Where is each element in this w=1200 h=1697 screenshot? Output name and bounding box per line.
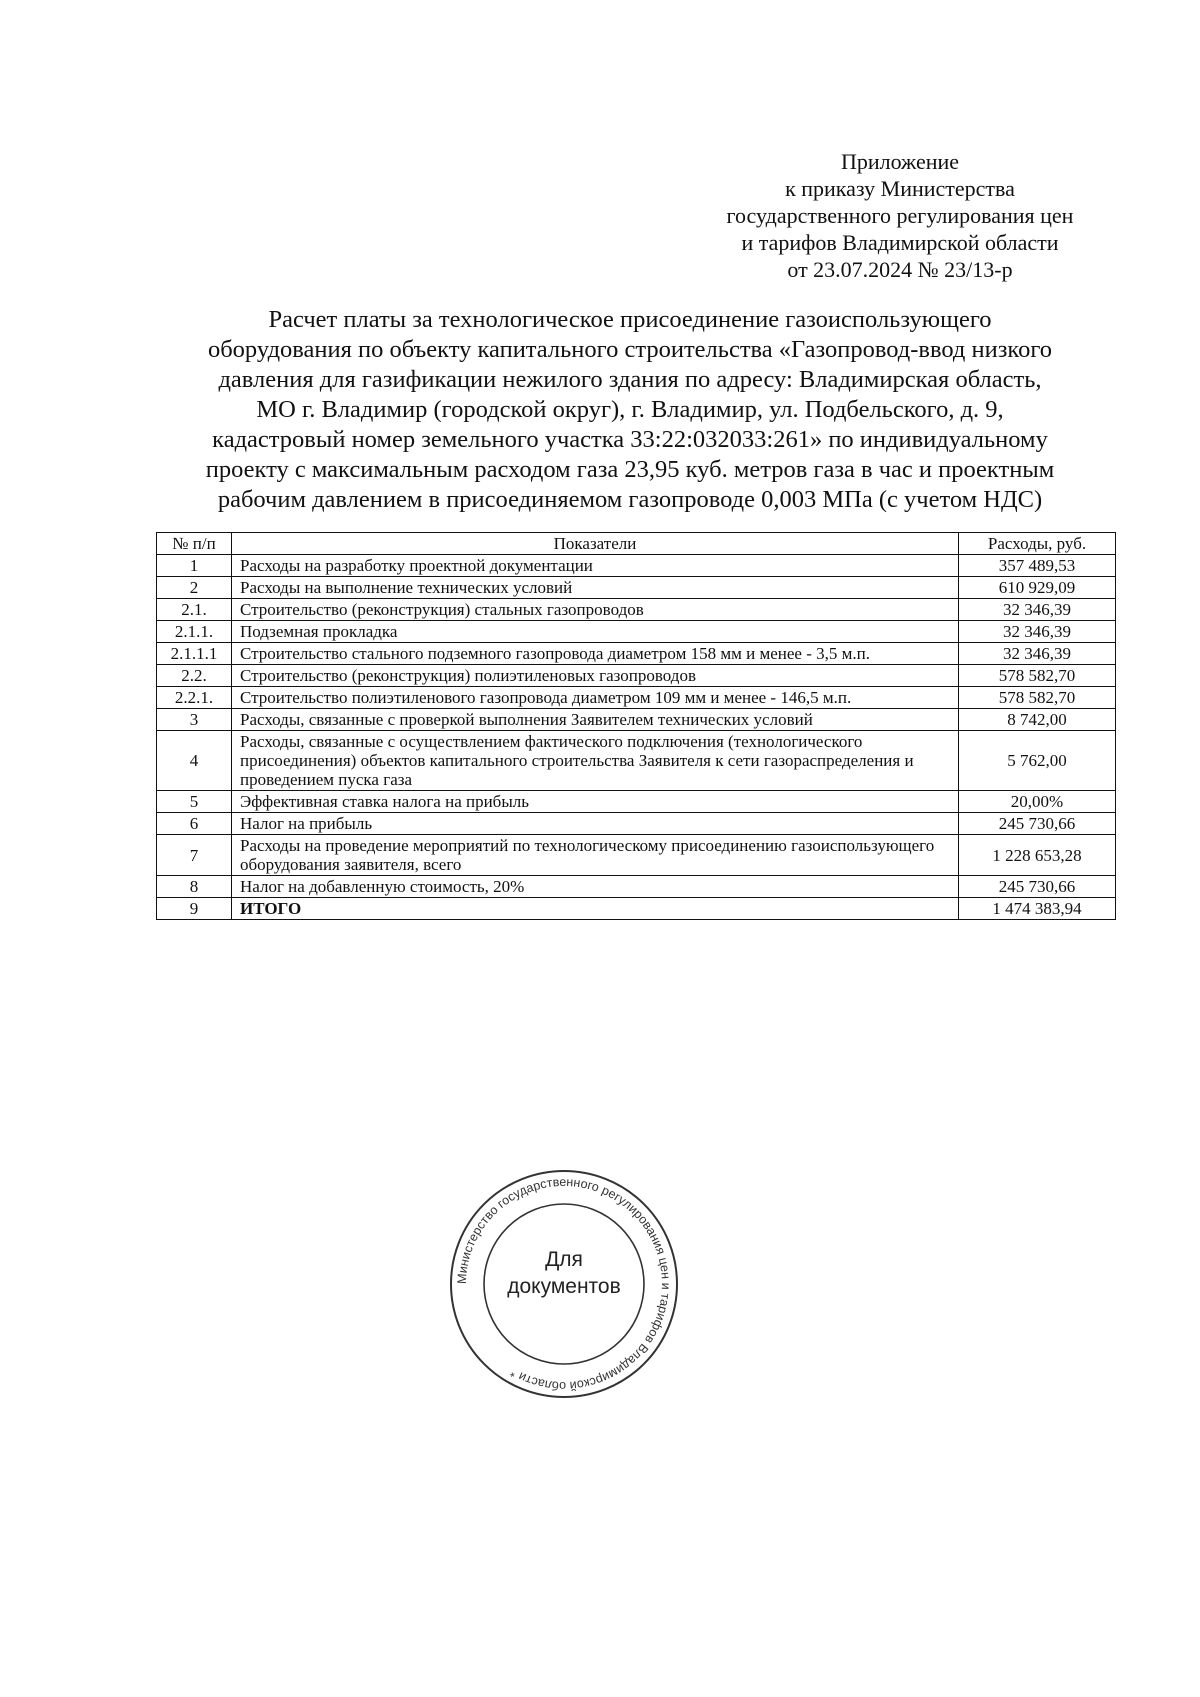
stamp-center (448, 1246, 680, 1300)
table-row (157, 791, 1116, 813)
row-number: 2.1.1.1 (157, 643, 232, 665)
row-number: 8 (157, 876, 232, 898)
row-label: Расходы, связанные с проверкой выполнения Заявителем технических условий (232, 709, 959, 731)
row-label: Строительство (реконструкция) полиэтиленовых газопроводов (232, 665, 959, 687)
row-label: Расходы, связанные с осуществлением фактического подключения (технологического присоединения) объектов капитального строительства Заявителя к сети газораспределения и проведением пуска газа (232, 731, 959, 791)
row-label-total: ИТОГО (232, 898, 959, 920)
row-amount: 32 346,39 (959, 599, 1116, 621)
row-number: 7 (157, 835, 232, 876)
row-number: 4 (157, 731, 232, 791)
table-row (157, 709, 1116, 731)
row-number: 1 (157, 555, 232, 577)
row-amount: 578 582,70 (959, 665, 1116, 687)
row-label: Расходы на разработку проектной документации (232, 555, 959, 577)
row-amount: 1 228 653,28 (959, 835, 1116, 876)
stamp-center-line: документов (507, 1275, 621, 1298)
row-label: Эффективная ставка налога на прибыль (232, 791, 959, 813)
annex-line: к приказу Министерства (785, 176, 1015, 201)
stamp-ring-text: Министерство государственного регулирования цен и тарифов Владимирской области * (454, 1174, 674, 1394)
title-line: кадастровый номер земельного участка 33:22:032033:261» по индивидуальному (212, 426, 1048, 453)
table-row (157, 643, 1116, 665)
row-label: Налог на прибыль (232, 813, 959, 835)
annex-line: государственного регулирования цен (726, 203, 1074, 228)
row-number: 5 (157, 791, 232, 813)
row-label: Строительство стального подземного газопровода диаметром 158 мм и менее - 3,5 м.п. (232, 643, 959, 665)
row-number: 2 (157, 577, 232, 599)
row-amount: 245 730,66 (959, 876, 1116, 898)
title-line: МО г. Владимир (городской округ), г. Владимир, ул. Подбельского, д. 9, (256, 396, 1004, 423)
annex-header (720, 148, 1080, 283)
title-line: рабочим давлением в присоединяемом газопроводе 0,003 МПа (с учетом НДС) (217, 486, 1043, 513)
row-amount: 8 742,00 (959, 709, 1116, 731)
row-amount: 32 346,39 (959, 621, 1116, 643)
row-number: 2.1.1. (157, 621, 232, 643)
table-row (157, 835, 1116, 876)
table-row (157, 813, 1116, 835)
official-stamp (448, 1168, 680, 1400)
title-line: Расчет платы за технологическое присоединение газоиспользующего (268, 306, 992, 333)
row-amount: 245 730,66 (959, 813, 1116, 835)
table-row-total (157, 898, 1116, 920)
row-label: Расходы на проведение мероприятий по технологическому присоединению газоиспользующего оборудования заявителя, всего (232, 835, 959, 876)
row-amount-total: 1 474 383,94 (959, 898, 1116, 920)
annex-line: Приложение (840, 149, 960, 174)
header-number: № п/п (157, 533, 232, 555)
row-number: 9 (157, 898, 232, 920)
row-label: Расходы на выполнение технических условий (232, 577, 959, 599)
table-row (157, 599, 1116, 621)
table-row (157, 731, 1116, 791)
table-row (157, 555, 1116, 577)
row-label: Строительство (реконструкция) стальных газопроводов (232, 599, 959, 621)
row-number: 2.1. (157, 599, 232, 621)
header-amount: Расходы, руб. (959, 533, 1116, 555)
row-number: 2.2.1. (157, 687, 232, 709)
calculation-table (156, 532, 1116, 920)
document-title (150, 305, 1110, 515)
header-indicator: Показатели (232, 533, 959, 555)
stamp-center-line: Для (545, 1248, 583, 1271)
title-line: давления для газификации нежилого здания по адресу: Владимирская область, (218, 366, 1042, 393)
row-amount: 357 489,53 (959, 555, 1116, 577)
row-label: Строительство полиэтиленового газопровода диаметром 109 мм и менее - 146,5 м.п. (232, 687, 959, 709)
table-row (157, 687, 1116, 709)
table-header-row (157, 533, 1116, 555)
row-amount: 32 346,39 (959, 643, 1116, 665)
row-number: 6 (157, 813, 232, 835)
row-number: 3 (157, 709, 232, 731)
table-row (157, 665, 1116, 687)
row-amount: 20,00% (959, 791, 1116, 813)
row-label: Подземная прокладка (232, 621, 959, 643)
title-line: оборудования по объекту капитального строительства «Газопровод-ввод низкого (207, 336, 1053, 363)
row-number: 2.2. (157, 665, 232, 687)
table-row (157, 577, 1116, 599)
annex-line: и тарифов Владимирской области (741, 230, 1059, 255)
row-label: Налог на добавленную стоимость, 20% (232, 876, 959, 898)
row-amount: 610 929,09 (959, 577, 1116, 599)
row-amount: 578 582,70 (959, 687, 1116, 709)
annex-line: от 23.07.2024 № 23/13-р (787, 257, 1013, 282)
title-line: проекту с максимальным расходом газа 23,95 куб. метров газа в час и проектным (205, 456, 1055, 483)
row-amount: 5 762,00 (959, 731, 1116, 791)
table-row (157, 876, 1116, 898)
table-row (157, 621, 1116, 643)
